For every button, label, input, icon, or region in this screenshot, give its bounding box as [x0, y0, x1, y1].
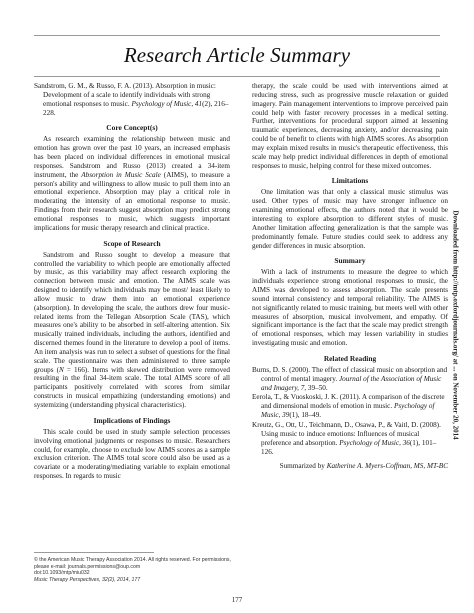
limitations-text: One limitation was that only a classical music stimulus was used. Other types of music may have stronger influence on examining emotional effects, the authors noted that it would be interesting to explore absorption to different styles of music. Another limitation affecting generalization is that the sample was predominantly female. Future studies could seek to address any gender differences in music absorption. — [252, 188, 448, 250]
journal-citation: Music Therapy Perspectives, 32(2), 2014, 177 — [34, 576, 141, 583]
citation: Sandstrom, G. M., & Russo, F. A. (2013). Absorption in music: Development of a scale to identify individuals with strong emotional responses to music. Psychology of Music, 41(2), 216–228. — [34, 82, 229, 117]
page-title: Research Article Summary — [123, 43, 351, 67]
top-rule — [34, 35, 440, 36]
core-concepts-heading: Core Concept(s) — [106, 123, 158, 133]
download-watermark: Downloaded from http://mtp.oxfordjournals.org/ at ... on November 20, 2014 — [452, 210, 460, 440]
core-concepts-text: As research examining the relationship between music and emotion has grown over the past 10 years, an increased emphasis has been placed on individual differences in emotional musical responses. Sandstrom and Russo (2013) created a 34-item instrument, the Absorption in Music Scale (AIMS), to measure a person's ability and willingness to allow music to pull them into an emotional experience. Absorption may play a critical role in moderating the intensity of an emotional response to music. Findings from their research suggest absorption may predict strong emotional responses to music, which suggests important implications for music therapy research and clinical practice. — [34, 135, 230, 232]
reference-item: Burns, D. S. (2000). The effect of classical music on absorption and control of mental imagery. Journal of the Association of Music and Imagery, 7, 39–50. — [252, 365, 448, 392]
citation-journal: Psychology of Music, 41 — [131, 99, 203, 108]
reference-item: Eerola, T., & Vuoskoski, J. K. (2011). A comparison of the discrete and dimensional models of emotion in music. Psychology of Music, 39(1), 18–49. — [252, 393, 445, 420]
reference-list — [252, 366, 448, 456]
summary-heading: Summary — [334, 256, 366, 266]
summary-text: With a lack of instruments to measure the degree to which individuals experience strong emotional responses to music, the AIMS was developed to assess absorption. The scale presents sound internal consistency and temporal reliability. The AIMS is not significantly related to music training, but meets well with other measures of absorption, musical involvement, and empathy. Of significant importance is the fact that the scale may predict strength of emotional responses, which may lessen variability in studies investigating music and emotion. — [252, 268, 448, 348]
implications-heading: Implications of Findings — [93, 415, 171, 425]
reference-item: Kreutz, G., Ott, U., Teichmann, D., Osawa, P., & Vaitl, D. (2008). Using music to induce emotions: Influences of musical preference and absorption. Psychology of Music, 36(1), 101–126. — [252, 421, 441, 456]
implications-continued-text: therapy, the scale could be used with interventions aimed at reducing stress, such as progressive muscle relaxation or guided imagery. Pain management interventions to improve perceived pain could help with faster recovery processes in a medical setting. Further, interventions for procedural support aimed at lessening traumatic experiences, decreasing anxiety, and/or decreasing pain could be of benefit to clients with high AIMS scores. As absorption may explain mixed results in music's therapeutic effectiveness, this scale may help predict individual differences in depth of emotional responses to music, helping control for these mixed outcomes. — [252, 82, 448, 170]
left-column — [34, 82, 230, 481]
implications-text: This scale could be used in study sample selection processes involving emotional judgments or responses to music. Researchers could, for example, choose to exclude low AIMS scores as a sample exclusion criterion. The AIMS total score could also be used as a covariate or a moderating/mediating variable to explain emotional responses. In regards to music — [34, 427, 230, 481]
right-column — [252, 82, 448, 471]
page-number: 177 — [231, 596, 243, 604]
title-rule — [34, 76, 440, 77]
related-reading-heading: Related Reading — [323, 353, 377, 363]
summarizer-name: Katherine A. Myers-Coffman, MS, MT-BC — [326, 462, 448, 471]
limitations-heading: Limitations — [331, 176, 369, 186]
summarized-by: Summarized by Katherine A. Myers-Coffman, MS, MT-BC — [279, 462, 448, 471]
copyright-footer: © the American Music Therapy Association 2014. All rights reserved. For permissions, please e-mail: journals.permissions@oup.com doi:10.1093/mtp/miu032 Music Therapy Perspectives, 32(2), 2014, 177 — [34, 557, 274, 583]
footer-rule — [34, 552, 154, 553]
scope-text: Sandstrom and Russo sought to develop a measure that controlled the variability to which people are emotionally affected by music, as this variability may affect research exploring the connection between music and emotion. The AIMS scale was designed to identify which individuals may be most/ least likely to allow music to draw them into an emotional experience (absorption). In developing the scale, the authors drew four music-related items from the Tellegan Absorption Scale (TAS), which measures one's ability to be absorbed in self-altering attention. Six musically trained individuals, including the authors, identified and discerned themes found in the literature to develop a pool of items. An item analysis was run to select a subset of questions for the final scale. The questionnaire was then administered to three sample groups (N = 166). Items with skewed distribution were removed resulting in the final 34-item scale. The total AIMS score of all participants positively correlated with scores from similar constructs in musical empathizing (understanding emotions) and systemizing (understanding physical characteristics). — [34, 250, 230, 409]
scope-heading: Scope of Research — [103, 238, 161, 248]
